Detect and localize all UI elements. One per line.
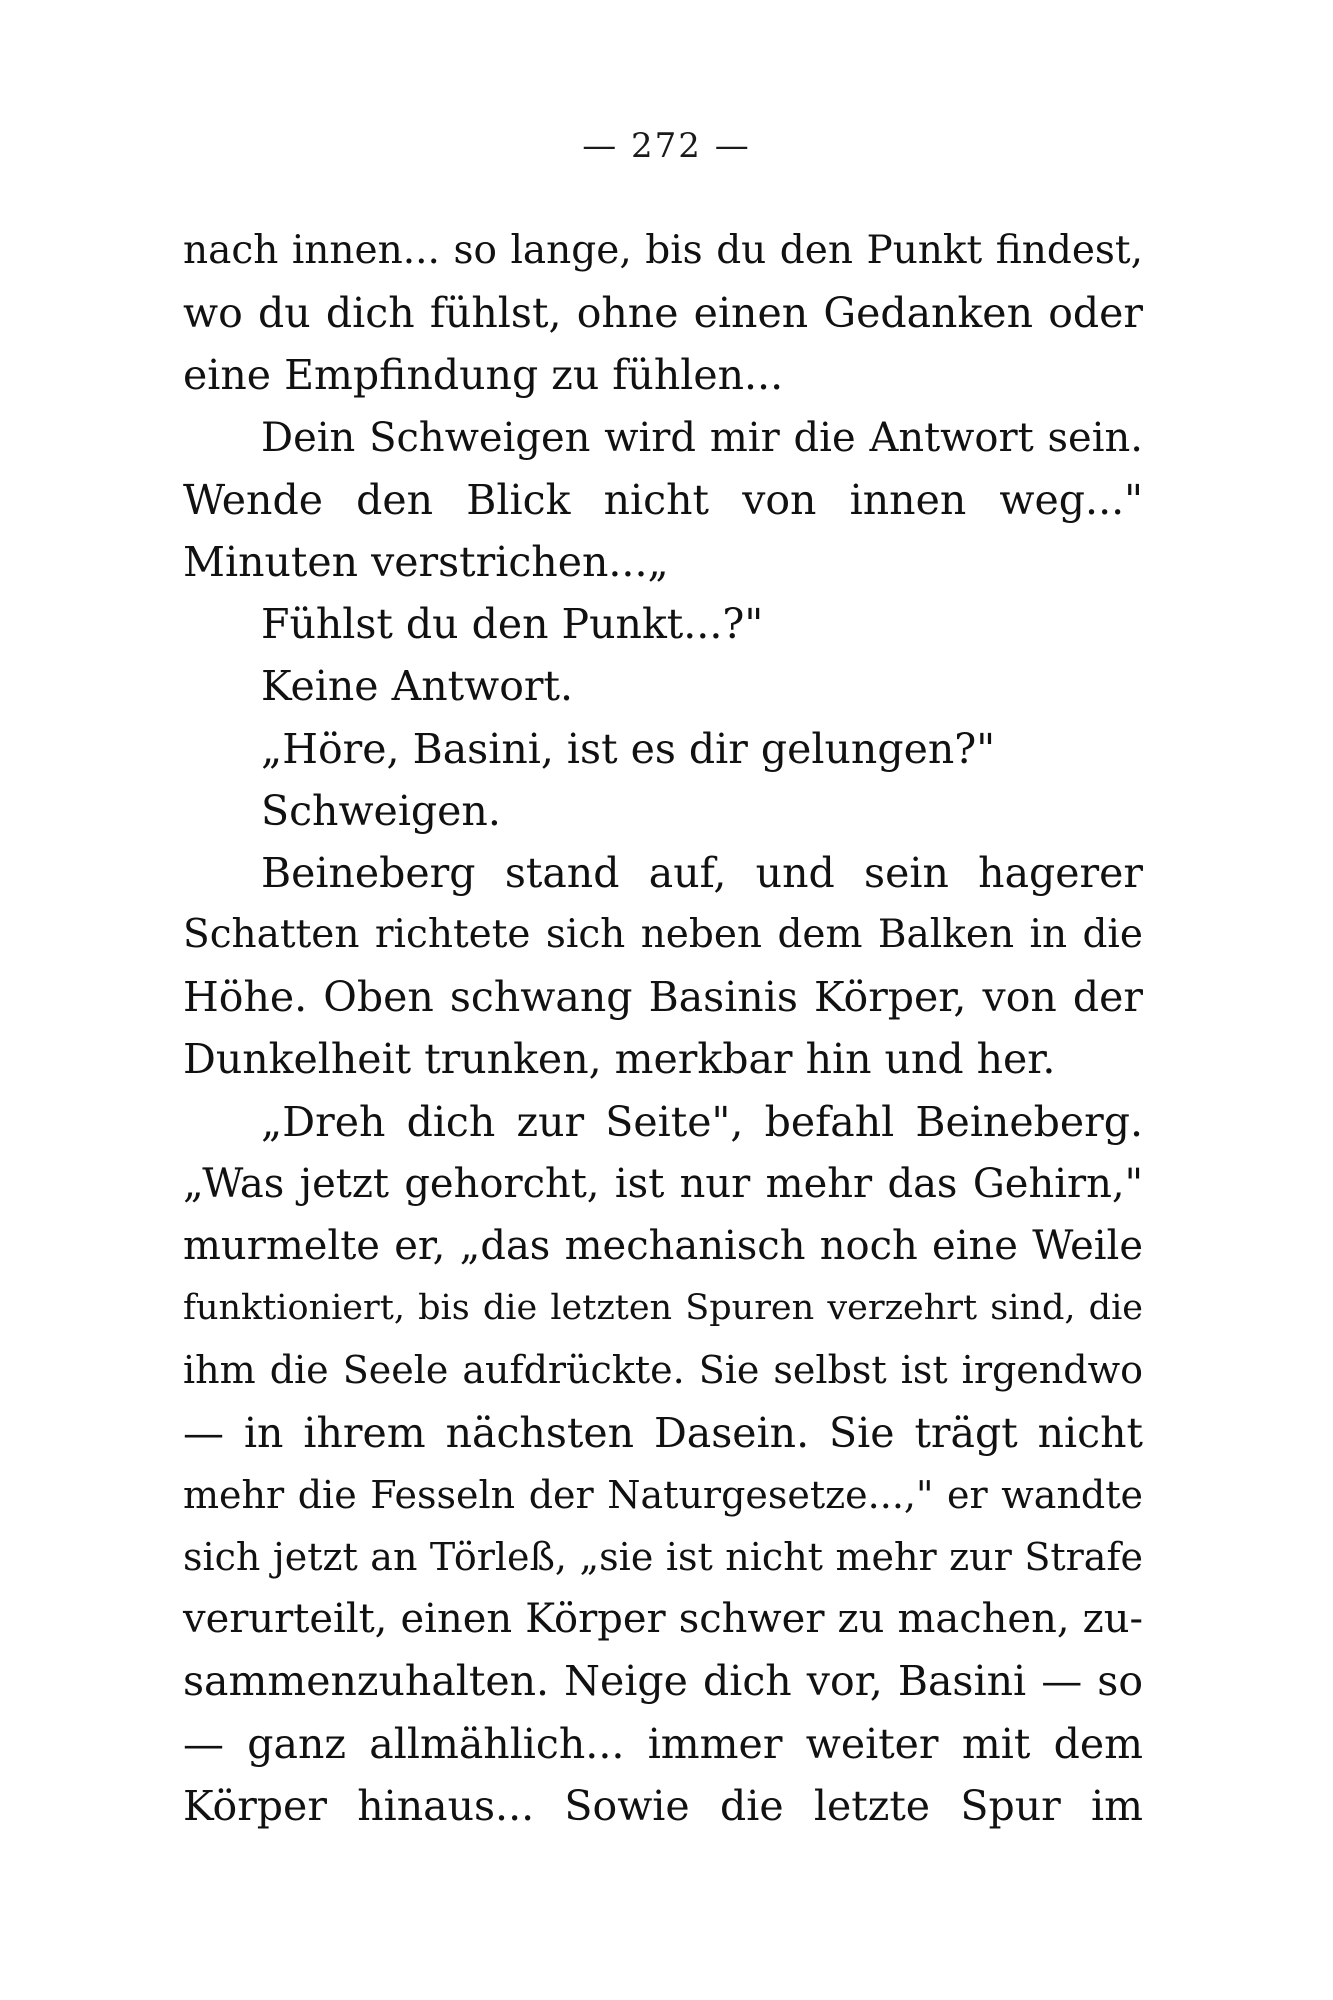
- text-line: Schweigen.: [261, 786, 501, 835]
- text-line: „Was jetzt gehorcht, ist nur mehr das Gehirn,": [183, 1160, 1143, 1207]
- text-line: sich jetzt an Törleß, „sie ist nicht mehr zur Strafe: [183, 1534, 1143, 1579]
- text-line: sammenzuhalten. Neige dich vor, Basini — so: [183, 1657, 1143, 1706]
- text-line: „Höre, Basini, ist es dir gelungen?": [261, 724, 996, 773]
- body-text: [183, 220, 1143, 1837]
- text-line: eine Empfindung zu fühlen...: [183, 351, 784, 400]
- text-line: Beineberg stand auf, und sein hagerer: [261, 848, 1143, 897]
- text-line: Wende den Blick nicht von innen weg...": [183, 475, 1143, 524]
- text-line: funktioniert, bis die letzten Spuren verzehrt sind, die: [183, 1288, 1143, 1329]
- text-line: „Dreh dich zur Seite", befahl Beineberg.: [261, 1097, 1143, 1146]
- text-line: — in ihrem nächsten Dasein. Sie trägt nicht: [183, 1408, 1143, 1457]
- text-line: Schatten richtete sich neben dem Balken in die: [183, 912, 1143, 958]
- text-line: — ganz allmählich... immer weiter mit dem: [183, 1719, 1143, 1768]
- text-line: ihm die Seele aufdrückte. Sie selbst ist irgendwo: [183, 1348, 1143, 1393]
- text-line: nach innen... so lange, bis du den Punkt findest,: [183, 228, 1143, 273]
- text-line: Dein Schweigen wird mir die Antwort sein.: [261, 414, 1143, 461]
- text-line: Keine Antwort.: [261, 662, 573, 711]
- text-line: mehr die Fesseln der Naturgesetze...," er wandte: [183, 1472, 1143, 1517]
- page-number: — 272 —: [582, 126, 751, 166]
- text-line: Höhe. Oben schwang Basinis Körper, von der: [183, 973, 1143, 1022]
- text-line: murmelte er, „das mechanisch noch eine Weile: [183, 1223, 1143, 1269]
- text-line: Körper hinaus... Sowie die letzte Spur im: [183, 1781, 1143, 1830]
- text-line: Minuten verstrichen...„: [183, 537, 669, 586]
- text-line: verurteilt, einen Körper schwer zu machen, zu-: [183, 1596, 1143, 1643]
- text-line: Dunkelheit trunken, merkbar hin und her.: [183, 1035, 1056, 1084]
- text-line: wo du dich fühlst, ohne einen Gedanken oder: [183, 289, 1143, 338]
- text-line: Fühlst du den Punkt...?": [261, 600, 764, 649]
